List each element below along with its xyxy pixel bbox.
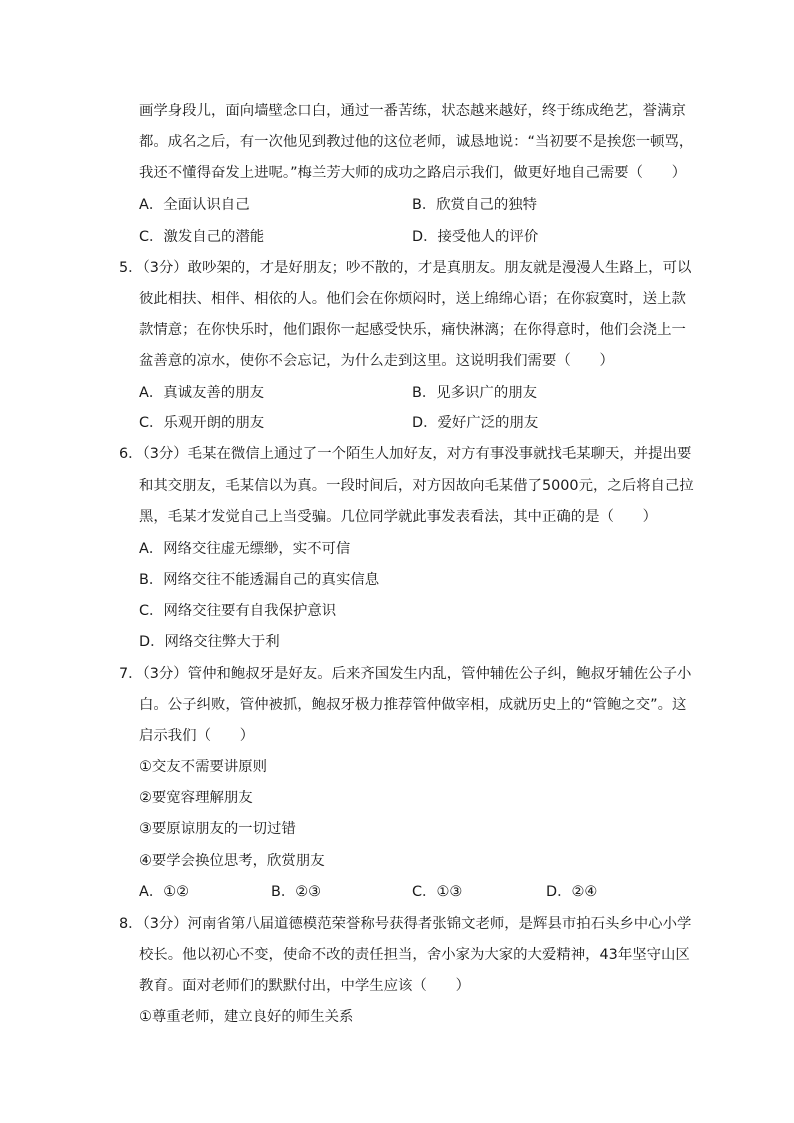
q7-stem-line: 7．（3分）管仲和鲍叔牙是好友。后来齐国发生内乱，管仲辅佐公子纠，鲍叔牙辅佐公子小 bbox=[119, 666, 692, 682]
q7-statement-2: ②要宽容理解朋友 bbox=[139, 790, 253, 806]
q6-stem-line: 6．（3分）毛某在微信上通过了一个陌生人加好友，对方有事没事就找毛某聊天，并提出要 bbox=[119, 446, 692, 462]
q5-option-c: C．乐观开朗的朋友 bbox=[139, 415, 265, 431]
q4-text-line: 都。成名之后，有一次他见到教过他的这位老师，诚恳地说：“当初要不是挨您一顿骂， bbox=[139, 134, 694, 150]
q5-stem-line: 款情意；在你快乐时，他们跟你一起感受快乐，痛快淋漓；在你得意时，他们会浇上一 bbox=[139, 322, 686, 338]
q8-stem-line: 8．（3分）河南省第八届道德模范荣誉称号获得者张锦文老师，是辉县市拍石头乡中心小学 bbox=[119, 916, 692, 932]
q6-option-a: A．网络交往虚无缥缈，实不可信 bbox=[139, 541, 351, 557]
q4-text-line: 我还不懂得奋发上进呢。”梅兰芳大师的成功之路启示我们，做更好地自己需要（ ） bbox=[139, 165, 687, 181]
q6-stem-line: 黑，毛某才发觉自己上当受骗。几位同学就此事发表看法，其中正确的是（ ） bbox=[139, 509, 658, 525]
q5-stem-line: 彼此相扶、相伴、相依的人。他们会在你烦闷时，送上绵绵心语；在你寂寞时，送上款 bbox=[139, 291, 686, 307]
q6-option-b: B．网络交往不能透漏自己的真实信息 bbox=[139, 572, 380, 588]
q4-option-c: C．激发自己的潜能 bbox=[139, 229, 265, 245]
q7-statement-4: ④要学会换位思考，欣赏朋友 bbox=[139, 853, 325, 869]
q4-text-line: 画学身段儿，面向墙壁念口白，通过一番苦练，状态越来越好，终于练成绝艺，誉满京 bbox=[139, 103, 686, 119]
q4-option-b: B．欣赏自己的独特 bbox=[412, 197, 537, 213]
q8-stem-line: 校长。他以初心不变，使命不改的责任担当，舍小家为大家的大爱精神，43年坚守山区 bbox=[139, 947, 690, 963]
q7-option-b: B．②③ bbox=[271, 884, 322, 900]
q8-stem-line: 教育。面对老师们的默默付出，中学生应该（ ） bbox=[139, 978, 470, 994]
q6-option-d: D．网络交往弊大于利 bbox=[139, 634, 280, 650]
q5-option-b: B．见多识广的朋友 bbox=[412, 385, 537, 401]
q4-option-d: D．接受他人的评价 bbox=[412, 229, 539, 245]
q7-option-c: C．①③ bbox=[412, 884, 463, 900]
q6-stem-line: 和其交朋友，毛某信以为真。一段时间后，对方因故向毛某借了5000元，之后将自己拉 bbox=[139, 478, 694, 494]
q7-option-d: D．②④ bbox=[546, 884, 598, 900]
q7-stem-line: 白。公子纠败，管仲被抓，鲍叔牙极力推荐管仲做宰相，成就历史上的“管鲍之交”。这 bbox=[139, 697, 687, 713]
q8-statement-1: ①尊重老师，建立良好的师生关系 bbox=[139, 1009, 354, 1025]
q5-option-d: D．爱好广泛的朋友 bbox=[412, 415, 539, 431]
q6-option-c: C．网络交往要有自我保护意识 bbox=[139, 603, 337, 619]
q7-statement-3: ③要原谅朋友的一切过错 bbox=[139, 821, 296, 837]
q7-option-a: A．①② bbox=[139, 884, 190, 900]
q5-stem-line: 5．（3分）敢吵架的，才是好朋友；吵不散的，才是真朋友。朋友就是漫漫人生路上，可以 bbox=[119, 260, 692, 276]
q5-stem-line: 盆善意的凉水，使你不会忘记，为什么走到这里。这说明我们需要（ ） bbox=[139, 353, 614, 369]
q5-option-a: A．真诚友善的朋友 bbox=[139, 385, 264, 401]
q7-stem-line: 启示我们（ ） bbox=[139, 728, 255, 744]
q4-option-a: A．全面认识自己 bbox=[139, 197, 250, 213]
q7-statement-1: ①交友不需要讲原则 bbox=[139, 759, 268, 775]
